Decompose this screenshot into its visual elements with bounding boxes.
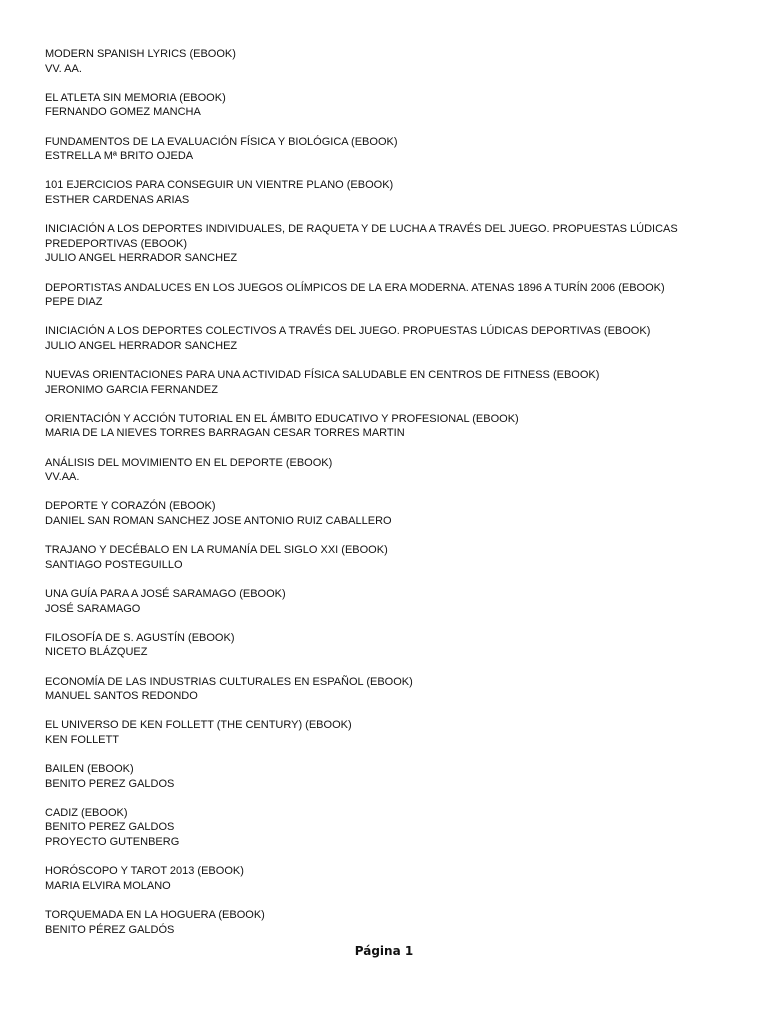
book-title: TORQUEMADA EN LA HOGUERA (EBOOK) [45, 909, 265, 922]
book-title: ORIENTACIÓN Y ACCIÓN TUTORIAL EN EL ÁMBITO EDUCATIVO Y PROFESIONAL (EBOOK) [45, 412, 519, 425]
book-author: DANIEL SAN ROMAN SANCHEZ JOSE ANTONIO RUIZ CABALLERO [45, 515, 392, 527]
book-entry [45, 135, 745, 164]
book-author: SANTIAGO POSTEGUILLO [45, 558, 183, 571]
book-title: FILOSOFÍA DE S. AGUSTÍN (EBOOK) [45, 631, 235, 644]
book-title: TRAJANO Y DECÉBALO EN LA RUMANÍA DEL SIGLO XXI (EBOOK) [45, 544, 388, 557]
book-entry [45, 499, 745, 528]
book-title: FUNDAMENTOS DE LA EVALUACIÓN FÍSICA Y BIOLÓGICA (EBOOK) [45, 135, 398, 148]
book-author: JERONIMO GARCIA FERNANDEZ [45, 383, 218, 396]
book-author: PEPE DIAZ [45, 296, 103, 309]
book-entry [45, 91, 745, 120]
book-entry [45, 675, 745, 704]
book-entry [45, 368, 745, 397]
book-author: JULIO ANGEL HERRADOR SANCHEZ [45, 252, 238, 265]
book-entry [45, 324, 745, 353]
book-list [45, 47, 745, 952]
book-entry [45, 631, 745, 660]
book-author: BENITO PEREZ GALDOS [45, 821, 175, 834]
book-entry [45, 543, 745, 572]
book-title: DEPORTISTAS ANDALUCES EN LOS JUEGOS OLÍMPICOS DE LA ERA MODERNA. ATENAS 1896 A TURÍN 2006 (EBOOK) [45, 281, 665, 294]
book-author: BENITO PÉREZ GALDÓS [45, 923, 175, 936]
book-author: JULIO ANGEL HERRADOR SANCHEZ [45, 339, 238, 352]
book-title: ECONOMÍA DE LAS INDUSTRIAS CULTURALES EN ESPAÑOL (EBOOK) [45, 675, 413, 688]
book-title: MODERN SPANISH LYRICS (EBOOK) [45, 48, 236, 60]
book-title: EL UNIVERSO DE KEN FOLLETT (THE CENTURY) (EBOOK) [45, 719, 352, 732]
book-entry [45, 222, 745, 266]
book-title: INICIACIÓN A LOS DEPORTES COLECTIVOS A TRAVÉS DEL JUEGO. PROPUESTAS LÚDICAS DEPORTIVAS (EBOOK) [45, 325, 651, 338]
book-entry [45, 456, 745, 485]
book-author: PROYECTO GUTENBERG [45, 836, 180, 849]
book-entry [45, 762, 745, 791]
book-entry [45, 806, 745, 850]
book-entry [45, 178, 745, 207]
book-title: EL ATLETA SIN MEMORIA (EBOOK) [45, 91, 226, 104]
book-title: DEPORTE Y CORAZÓN (EBOOK) [45, 500, 216, 513]
book-author: KEN FOLLETT [45, 733, 119, 746]
book-author: MARIA ELVIRA MOLANO [45, 879, 171, 892]
book-author: ESTHER CARDENAS ARIAS [45, 193, 190, 206]
book-entry [45, 281, 745, 310]
book-title: CADIZ (EBOOK) [45, 806, 128, 819]
book-entry [45, 864, 745, 893]
book-title: NUEVAS ORIENTACIONES PARA UNA ACTIVIDAD FÍSICA SALUDABLE EN CENTROS DE FITNESS (EBOOK) [45, 369, 600, 382]
book-entry [45, 47, 745, 76]
book-title: HORÓSCOPO Y TAROT 2013 (EBOOK) [45, 865, 244, 878]
book-entry [45, 718, 745, 747]
book-title: UNA GUÍA PARA A JOSÉ SARAMAGO (EBOOK) [45, 587, 286, 600]
book-author: ESTRELLA Mª BRITO OJEDA [45, 150, 194, 163]
book-title: ANÁLISIS DEL MOVIMIENTO EN EL DEPORTE (EBOOK) [45, 456, 333, 469]
book-author: MARIA DE LA NIEVES TORRES BARRAGAN CESAR TORRES MARTIN [45, 427, 405, 440]
page-number: Página 1 [354, 944, 414, 958]
book-author: MANUEL SANTOS REDONDO [45, 690, 198, 703]
book-title: BAILEN (EBOOK) [45, 763, 134, 776]
book-entry [45, 908, 745, 937]
book-title: 101 EJERCICIOS PARA CONSEGUIR UN VIENTRE PLANO (EBOOK) [45, 179, 394, 192]
book-author: VV. AA. [45, 62, 82, 75]
book-author: FERNANDO GOMEZ MANCHA [45, 106, 201, 119]
book-author: JOSÉ SARAMAGO [45, 602, 141, 615]
book-author: NICETO BLÁZQUEZ [45, 646, 148, 659]
book-entry [45, 587, 745, 616]
book-author: VV.AA. [45, 471, 80, 484]
book-author: BENITO PEREZ GALDOS [45, 777, 175, 790]
book-entry [45, 412, 745, 441]
book-title: INICIACIÓN A LOS DEPORTES INDIVIDUALES, DE RAQUETA Y DE LUCHA A TRAVÉS DEL JUEGO. PROPUESTAS LÚDICAS PREDEPORTIVAS (EBOOK) [45, 223, 678, 250]
